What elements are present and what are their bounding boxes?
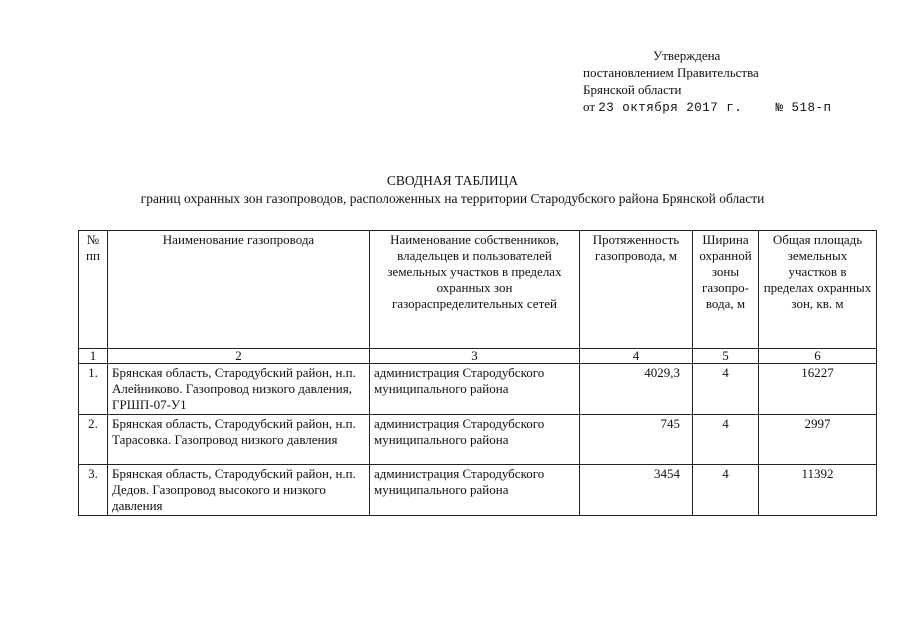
row-length: 3454 bbox=[580, 465, 693, 516]
row-zone-width: 4 bbox=[693, 465, 759, 516]
index-cell: 2 bbox=[108, 349, 370, 364]
header-number: № пп bbox=[79, 231, 108, 349]
header-pipeline-name: Наименование газопровода bbox=[108, 231, 370, 349]
row-zone-width: 4 bbox=[693, 415, 759, 465]
index-cell: 4 bbox=[580, 349, 693, 364]
index-cell: 5 bbox=[693, 349, 759, 364]
approval-line-government: постановлением Правительства bbox=[583, 65, 759, 80]
table-header-row bbox=[79, 231, 877, 349]
approval-number: № 518-п bbox=[775, 101, 832, 115]
approval-title: Утверждена bbox=[653, 48, 721, 63]
header-total-area: Общая площадь земельных участков в пределах охранных зон, кв. м bbox=[759, 231, 877, 349]
row-number: 3. bbox=[79, 465, 108, 516]
row-pipeline-name: Брянская область, Стародубский район, н.п. Тарасовка. Газопровод низкого давления bbox=[108, 415, 370, 465]
title-main: СВОДНАЯ ТАБЛИЦА bbox=[386, 173, 519, 188]
document-title bbox=[0, 172, 905, 208]
row-number: 2. bbox=[79, 415, 108, 465]
approval-line-region: Брянской области bbox=[583, 82, 682, 97]
zones-table bbox=[78, 230, 877, 516]
approval-date-prefix: от bbox=[583, 99, 596, 114]
header-length: Протяженность газопровода, м bbox=[580, 231, 693, 349]
row-owner: администрация Стародубского муниципального района bbox=[370, 465, 580, 516]
index-cell: 3 bbox=[370, 349, 580, 364]
approval-block bbox=[583, 47, 832, 117]
table-row bbox=[79, 364, 877, 415]
approval-date: 23 октября 2017 г. bbox=[598, 101, 743, 115]
row-owner: администрация Стародубского муниципального района bbox=[370, 364, 580, 415]
table-row bbox=[79, 415, 877, 465]
title-subtitle: границ охранных зон газопроводов, расположенных на территории Стародубского района Брянской области bbox=[140, 191, 765, 206]
row-total-area: 16227 bbox=[759, 364, 877, 415]
header-zone-width: Ширина охранной зоны газопро-вода, м bbox=[693, 231, 759, 349]
row-pipeline-name: Брянская область, Стародубский район, н.п. Алейниково. Газопровод низкого давления, ГРШП-07-У1 bbox=[108, 364, 370, 415]
header-owners: Наименование собственников, владельцев и пользователей земельных участков в пределах охранных зон газораспределительных сетей bbox=[370, 231, 580, 349]
index-cell: 6 bbox=[759, 349, 877, 364]
row-total-area: 11392 bbox=[759, 465, 877, 516]
row-zone-width: 4 bbox=[693, 364, 759, 415]
row-number: 1. bbox=[79, 364, 108, 415]
row-length: 4029,3 bbox=[580, 364, 693, 415]
table-row bbox=[79, 465, 877, 516]
index-cell: 1 bbox=[79, 349, 108, 364]
row-pipeline-name: Брянская область, Стародубский район, н.п. Дедов. Газопровод высокого и низкого давления bbox=[108, 465, 370, 516]
row-total-area: 2997 bbox=[759, 415, 877, 465]
row-length: 745 bbox=[580, 415, 693, 465]
row-owner: администрация Стародубского муниципального района bbox=[370, 415, 580, 465]
approval-date-line bbox=[583, 98, 832, 117]
table-index-row bbox=[79, 349, 877, 364]
